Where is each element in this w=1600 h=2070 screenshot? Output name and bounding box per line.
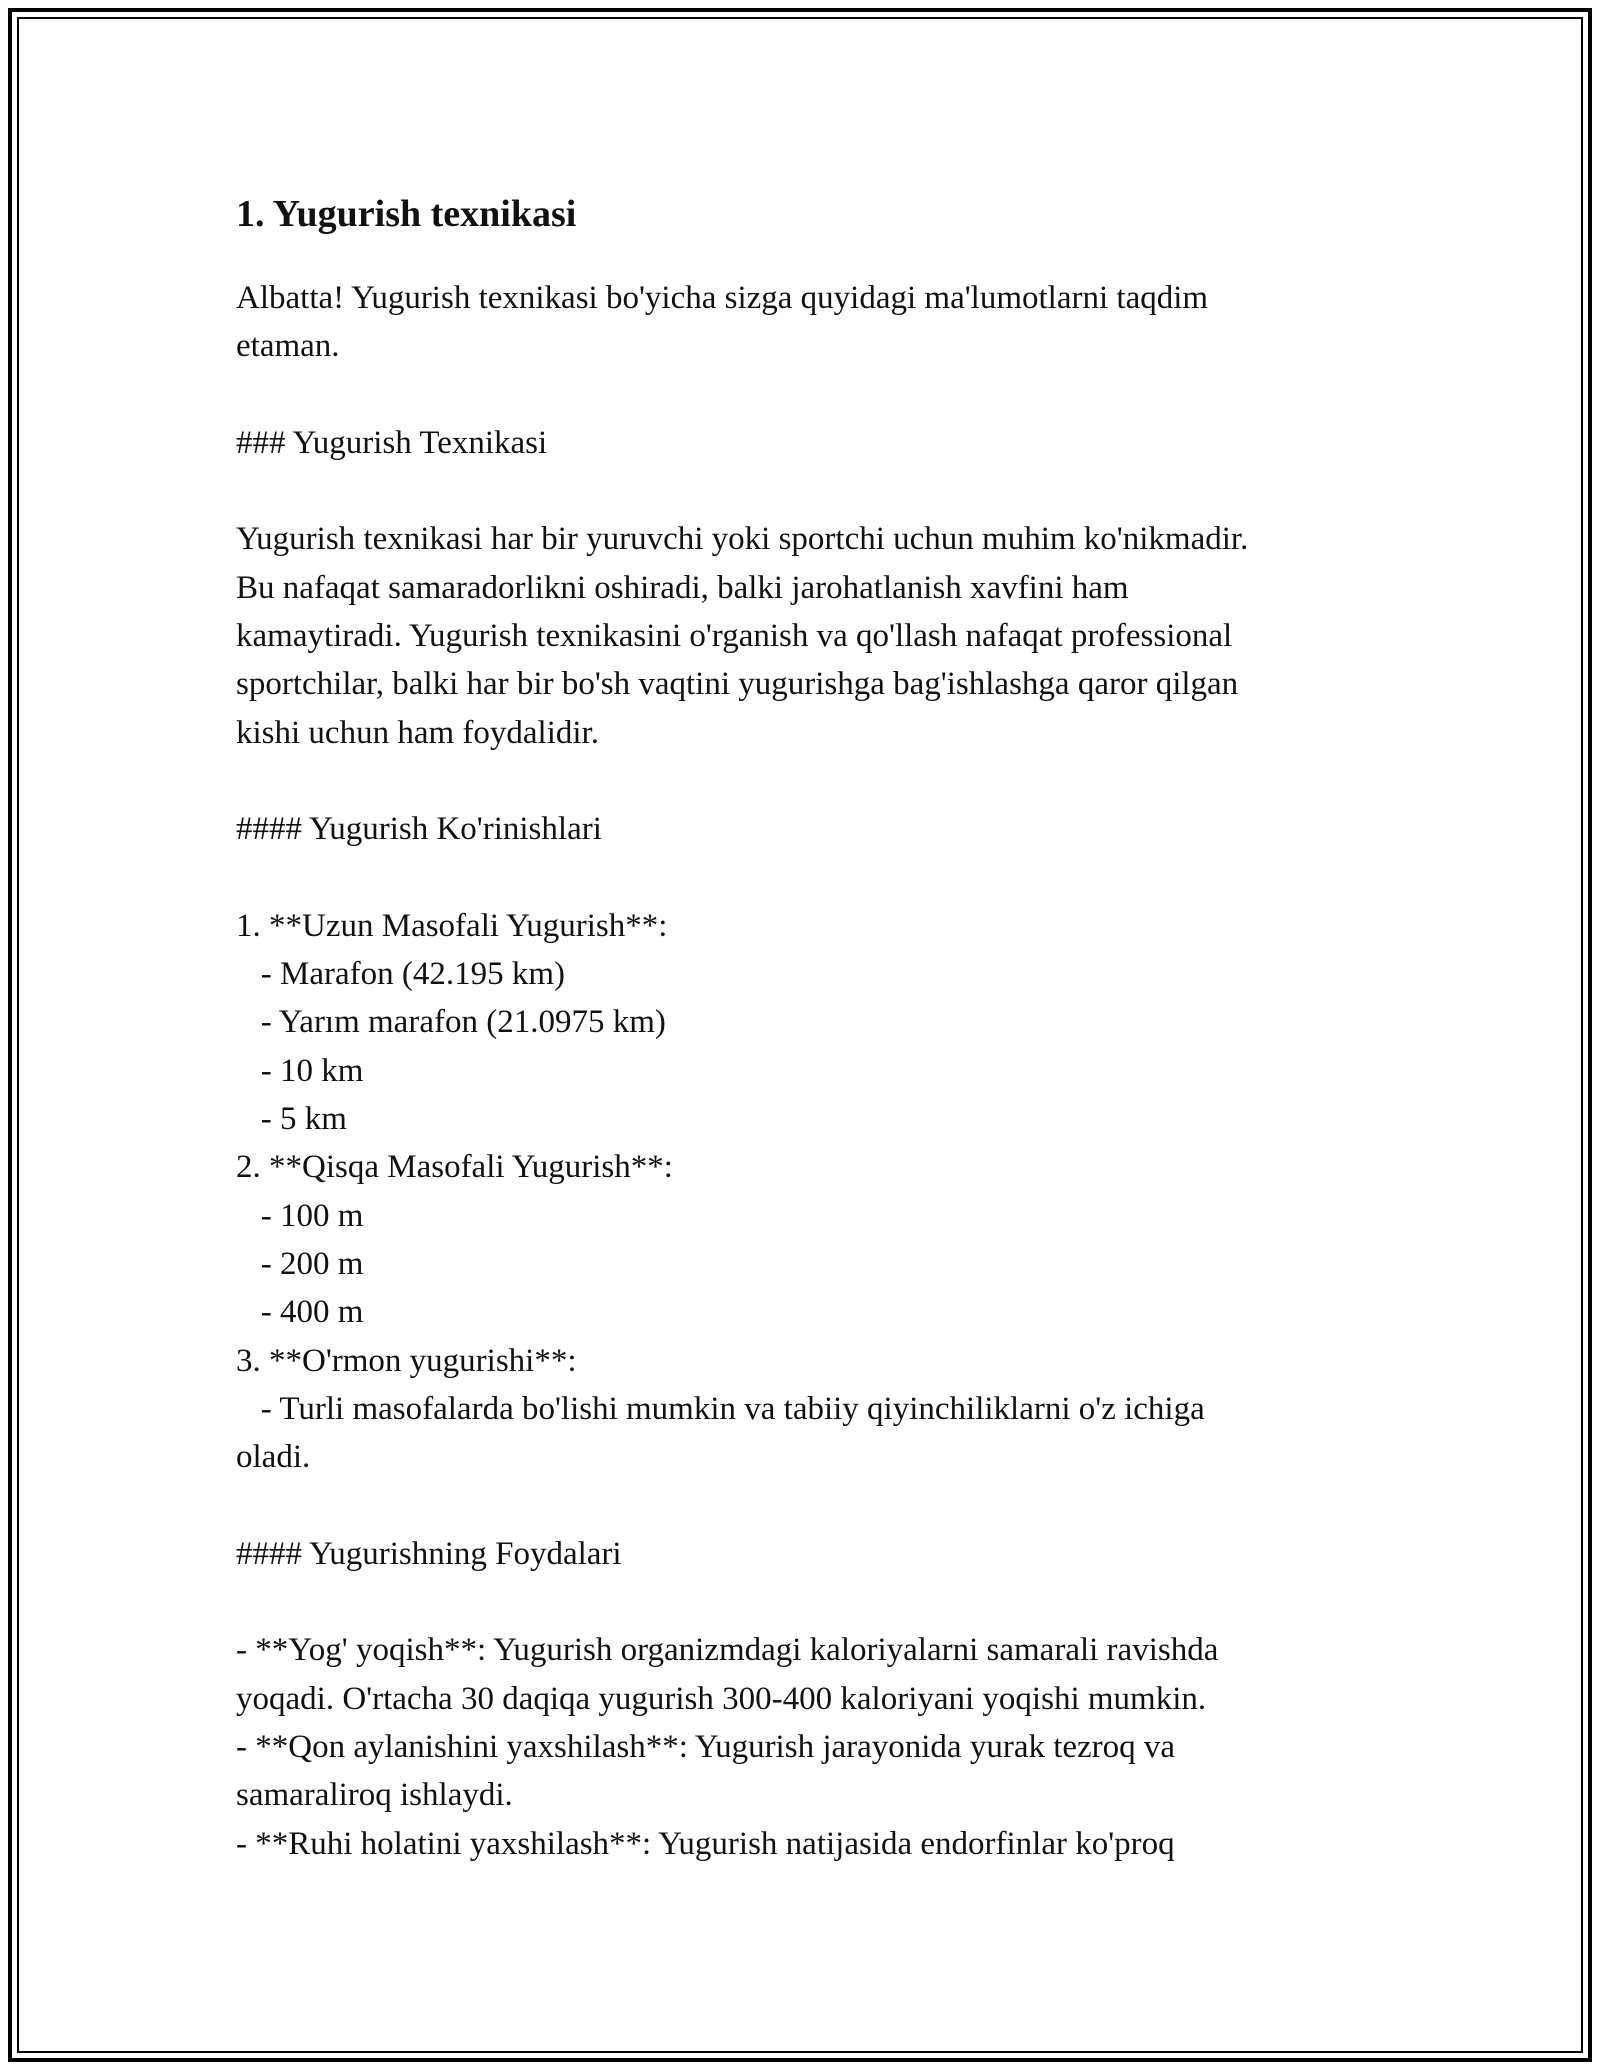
- text-line: - **Ruhi holatini yaxshilash**: Yugurish natijasida endorfinlar ko'proq: [236, 1825, 1175, 1862]
- text-line: kamaytiradi. Yugurish texnikasini o'rganish va qo'llash nafaqat professional: [236, 618, 1233, 655]
- document-body: [236, 180, 1396, 1868]
- text-line: 3. **O'rmon yugurishi**:: [236, 1342, 577, 1379]
- text-line: Albatta! Yugurish texnikasi bo'yicha sizga quyidagi ma'lumotlarni taqdim: [236, 280, 1209, 316]
- text-line: #### Yugurish Ko'rinishlari: [236, 811, 602, 848]
- text-line: - 10 km: [236, 1052, 364, 1089]
- text-line: yoqadi. O'rtacha 30 daqiqa yugurish 300-400 kaloriyani yoqishi mumkin.: [236, 1680, 1207, 1717]
- text-line: Yugurish texnikasi har bir yuruvchi yoki sportchi uchun muhim ko'nikmadir.: [236, 521, 1249, 558]
- text-line: #### Yugurishning Foydalari: [236, 1535, 622, 1572]
- text-line: Bu nafaqat samaradorlikni oshiradi, balki jarohatlanish xavfini ham: [236, 569, 1129, 606]
- text-line: samaraliroq ishlaydi.: [236, 1777, 513, 1814]
- text-line: - 400 m: [236, 1294, 364, 1331]
- text-line: 1. **Uzun Masofali Yugurish**:: [236, 907, 668, 944]
- blank-line: [236, 371, 1396, 419]
- document-text: [236, 274, 1396, 1868]
- text-line: - 200 m: [236, 1245, 364, 1282]
- text-line: - Yarım marafon (21.0975 km): [236, 1004, 666, 1041]
- text-line: 2. **Qisqa Masofali Yugurish**:: [236, 1149, 673, 1186]
- blank-line: [236, 757, 1396, 805]
- blank-line: [236, 1481, 1396, 1529]
- text-line: - **Qon aylanishini yaxshilash**: Yugurish jarayonida yurak tezroq va: [236, 1728, 1176, 1765]
- text-line: oladi.: [236, 1439, 311, 1476]
- text-line: kishi uchun ham foydalidir.: [236, 714, 599, 751]
- document-title: 1. Yugurish texnikasi: [236, 193, 577, 235]
- text-line: - Turli masofalarda bo'lishi mumkin va tabiiy qiyinchiliklarni o'z ichiga: [236, 1390, 1205, 1427]
- text-line: - **Yog' yoqish**: Yugurish organizmdagi kaloriyalarni samarali ravishda: [236, 1632, 1219, 1669]
- blank-line: [236, 1578, 1396, 1626]
- text-line: - Marafon (42.195 km): [236, 956, 566, 993]
- text-line: - 100 m: [236, 1197, 364, 1234]
- blank-line: [236, 467, 1396, 515]
- text-line: - 5 km: [236, 1101, 347, 1138]
- text-line: sportchilar, balki har bir bo'sh vaqtini yugurishga bag'ishlashga qaror qilgan: [236, 666, 1239, 703]
- text-line: etaman.: [236, 328, 340, 365]
- blank-line: [236, 854, 1396, 902]
- text-line: ### Yugurish Texnikasi: [236, 424, 548, 461]
